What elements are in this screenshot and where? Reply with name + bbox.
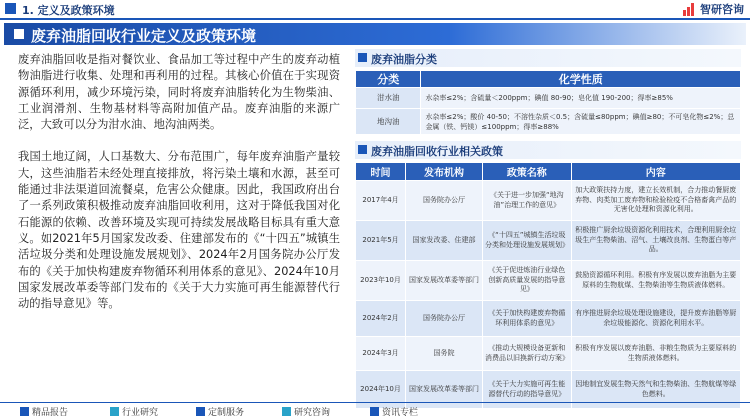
- policy-name-cell: 《关于促进炼油行业绿色创新高质量发展的指导意见》: [483, 261, 572, 301]
- policies-heading: 废弃油脂回收行业相关政策: [371, 145, 503, 158]
- classification-heading: 废弃油脂分类: [371, 53, 437, 66]
- footer-link-consulting[interactable]: 研究咨询: [294, 408, 331, 418]
- policy-name-cell: 《关于大力实施可再生能源替代行动的指导意见》: [483, 371, 572, 409]
- column-header: 时间: [356, 163, 406, 181]
- table-row: [356, 88, 741, 109]
- category-cell: 地沟油: [356, 109, 421, 135]
- time-cell: 2023年10月: [356, 261, 406, 301]
- time-cell: 2024年2月: [356, 301, 406, 337]
- content-cell: 加大政策扶持力度，建立长效机制，合力推动餐厨废弃物、肉类加工废弃物和检验检疫不合格畜禽产品的无害化处理和资源化利用。: [571, 181, 740, 221]
- column-header: 政策名称: [483, 163, 572, 181]
- column-header: 发布机构: [406, 163, 483, 181]
- policies-header-row: [356, 163, 741, 181]
- section-marker-icon: [5, 3, 16, 14]
- policy-name-cell: 《关于进一步加强“地沟油”治理工作的意见》: [483, 181, 572, 221]
- classification-heading-bar: [355, 49, 741, 67]
- footer-dot-icon: [282, 407, 291, 416]
- time-cell: 2017年4月: [356, 181, 406, 221]
- footer-dot-icon: [110, 407, 119, 416]
- footer-link-reports[interactable]: 精品报告: [32, 408, 69, 418]
- policy-name-cell: 《推动大规模设备更新和消费品以旧换新行动方案》: [483, 337, 572, 371]
- policies-heading-bar: [355, 141, 741, 159]
- header-divider: [0, 18, 750, 20]
- logo-bars-icon: [683, 2, 697, 16]
- content-cell: 积极有序发展以废弃油脂、非粮生物质为主要原料的生物质液体燃料。: [571, 337, 740, 371]
- time-cell: 2021年5月: [356, 221, 406, 261]
- intro-paragraph-2: 我国土地辽阔，人口基数大、分布范围广，每年废弃油脂产量较大，这些油脂若未经处理直接排放，将污染土壤和水源，甚至可能通过非法渠道回流餐桌，危害公众健康。因此，我国政府出台了一系列政策积极推动废弃油脂回收利用，这对于降低我国对化石能源的依赖、改善环境及实现可持续发展战略目标具有重大意义。如2021年5月国家发改委、住建部发布的《“十四五”城镇生活垃圾分类和处理设施发展规划》、2024年2月国务院办公厅发布的《关于加快构建废弃物循环利用体系的意见》、2024年10月国家发展改革委等部门发布的《关于大力实施可再生能源替代行动的指导意见》等。: [18, 150, 340, 311]
- footer-dot-icon: [196, 407, 205, 416]
- banner-marker-icon: [14, 29, 24, 39]
- heading-marker-icon: [358, 53, 367, 62]
- table-row: [356, 301, 741, 337]
- right-column: [355, 49, 741, 409]
- table-row: [356, 109, 741, 135]
- content-cell: 因地制宜发展生物天然气和生物柴油、生物航煤等绿色燃料。: [571, 371, 740, 409]
- table-row: [356, 221, 741, 261]
- intro-paragraph-1: 废弃油脂回收是指对餐饮业、食品加工等过程中产生的废弃动植物油脂进行收集、处理和再利用的过程。其核心价值在于实现资源循环利用，减少环境污染，同时将废弃油脂转化为生物柴油、工业润滑剂、生物基材料等高附加值产品。废弃油脂的来源广泛，大致可以分为泔水油、地沟油两类。: [18, 53, 340, 132]
- page-title: 废弃油脂回收行业定义及政策环境: [31, 27, 257, 45]
- policy-name-cell: 《关于加快构建废弃物循环利用体系的意见》: [483, 301, 572, 337]
- footer-link-research[interactable]: 行业研究: [122, 408, 159, 418]
- agency-cell: 国家发展改革委等部门: [406, 261, 483, 301]
- agency-cell: 国家发改委、住建部: [406, 221, 483, 261]
- content-cell: 有序推进厨余垃圾处理设施建设，提升废弃油脂等厨余垃圾能源化、资源化利用水平。: [571, 301, 740, 337]
- title-banner: [4, 23, 746, 45]
- property-cell: 水杂率≤2%；酸价 40-50；不溶性杂质＜0.5；含硫量≤80ppm；碘值≥80；不可皂化物≤2%；总金属（铁、钙镁）≤100ppm；得率≥88%: [421, 109, 741, 135]
- brand-logo[interactable]: [683, 1, 744, 17]
- agency-cell: 国务院办公厅: [406, 181, 483, 221]
- time-cell: 2024年3月: [356, 337, 406, 371]
- top-header: [0, 0, 750, 18]
- footer-link-news[interactable]: 资讯专栏: [382, 408, 419, 418]
- footer-dot-icon: [20, 407, 29, 416]
- content-cell: 积极推广厨余垃圾资源化利用技术，合理利用厨余垃圾生产生物柴油、沼气、土壤改良剂、生物蛋白等产品。: [571, 221, 740, 261]
- footer-dot-icon: [370, 407, 379, 416]
- category-cell: 泔水油: [356, 88, 421, 109]
- intro-text-column: [18, 52, 340, 328]
- heading-marker-icon: [358, 145, 367, 154]
- footer-link-custom[interactable]: 定制服务: [208, 408, 245, 418]
- classification-header-row: [356, 71, 741, 88]
- logo-text: 智研咨询: [700, 3, 744, 16]
- agency-cell: 国务院办公厅: [406, 301, 483, 337]
- footer-bar: [0, 402, 750, 419]
- table-row: [356, 181, 741, 221]
- table-row: [356, 261, 741, 301]
- column-header: 分类: [356, 71, 421, 88]
- property-cell: 水杂率≤2%；含硫量＜200ppm；碘值 80-90；皂化值 190-200；得率≥85%: [421, 88, 741, 109]
- column-header: 化学性质: [421, 71, 741, 88]
- time-cell: 2024年10月: [356, 371, 406, 409]
- policies-table: [355, 162, 741, 409]
- classification-table: [355, 70, 741, 135]
- column-header: 内容: [571, 163, 740, 181]
- content-cell: 鼓励资源循环利用。积极有序发展以废弃油脂为主要原料的生物航煤、生物柴油等生物质液体燃料。: [571, 261, 740, 301]
- section-title: 1. 定义及政策环境: [22, 4, 115, 17]
- table-row: [356, 337, 741, 371]
- agency-cell: 国家发展改革委等部门: [406, 371, 483, 409]
- policy-name-cell: 《“十四五”城镇生活垃圾分类和处理设施发展规划》: [483, 221, 572, 261]
- agency-cell: 国务院: [406, 337, 483, 371]
